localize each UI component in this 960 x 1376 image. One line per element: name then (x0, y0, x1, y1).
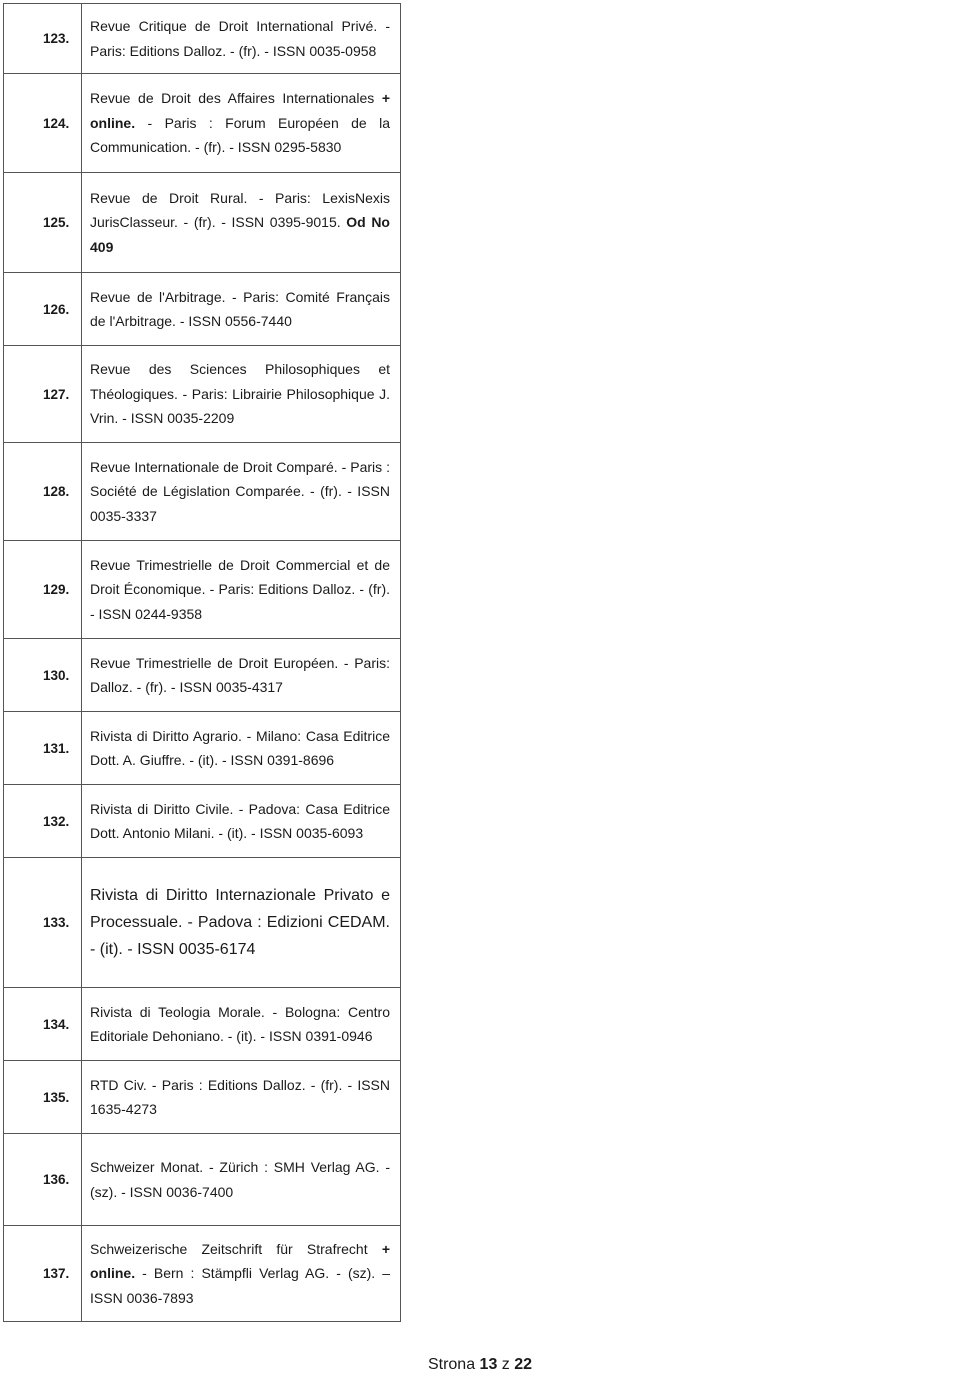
table-row (4, 346, 401, 443)
table-row (4, 443, 401, 541)
footer-prefix: Strona (427, 1356, 476, 1373)
table-row (4, 988, 401, 1061)
table-row (4, 273, 401, 346)
online-marker: + online. (90, 1240, 391, 1282)
entry-text: Revue Internationale de Droit Comparé. - Paris : Société de Législation Comparée. - (fr). - ISSN 0035-3337 (82, 443, 401, 541)
online-marker: + online. (90, 90, 390, 131)
entry-text: Revue Critique de Droit International Privé. - Paris: Editions Dalloz. - (fr). - ISSN 0035-0958 (82, 4, 401, 74)
table-row (4, 639, 401, 712)
entry-text: Schweizer Monat. - Zürich : SMH Verlag AG. - (sz). - ISSN 0036-7400 (82, 1134, 401, 1226)
table-row (4, 712, 401, 785)
entry-number: 131. (4, 712, 82, 785)
table-row (4, 173, 401, 273)
entry-text (82, 173, 401, 273)
entry-text-part: - Paris : Forum Européen de la Communication. - (fr). - ISSN 0295-5830 (90, 114, 390, 156)
entry-number: 127. (4, 346, 82, 443)
entry-number: 135. (4, 1061, 82, 1134)
entry-number: 126. (4, 273, 82, 346)
entry-text: Revue Trimestrielle de Droit Commercial et de Droit Économique. - Paris: Editions Dalloz. - (fr). - ISSN 0244-9358 (82, 541, 401, 639)
entry-text-part: Schweizerische Zeitschrift für Strafrecht (90, 1240, 368, 1257)
od-number-marker: Od No 409 (90, 214, 390, 255)
entry-text: Rivista di Diritto Agrario. - Milano: Casa Editrice Dott. A. Giuffre. - (it). - ISSN 0391-8696 (82, 712, 401, 785)
entry-text: RTD Civ. - Paris : Editions Dalloz. - (fr). - ISSN 1635-4273 (82, 1061, 401, 1134)
entry-text (82, 1226, 401, 1322)
entry-number: 124. (4, 74, 82, 173)
page-footer (0, 1356, 960, 1374)
entry-text: Revue Trimestrielle de Droit Européen. - Paris: Dalloz. - (fr). - ISSN 0035-4317 (82, 639, 401, 712)
entry-text-part: Revue de Droit Rural. - Paris: LexisNexis JurisClasseur. - (fr). - ISSN 0395-9015. (90, 189, 390, 231)
entry-number: 128. (4, 443, 82, 541)
current-page-number: 13 (479, 1356, 498, 1373)
entry-number: 130. (4, 639, 82, 712)
entry-number: 133. (4, 858, 82, 988)
entry-text: Revue des Sciences Philosophiques et Théologiques. - Paris: Librairie Philosophique J. Vrin. - ISSN 0035-2209 (82, 346, 401, 443)
table-row (4, 541, 401, 639)
table-row (4, 4, 401, 74)
entry-text (82, 74, 401, 173)
entry-number: 136. (4, 1134, 82, 1226)
entry-text: Revue de l'Arbitrage. - Paris: Comité Français de l'Arbitrage. - ISSN 0556-7440 (82, 273, 401, 346)
entry-text: Rivista di Teologia Morale. - Bologna: Centro Editoriale Dehoniano. - (it). - ISSN 0391-0946 (82, 988, 401, 1061)
entry-number: 134. (4, 988, 82, 1061)
entry-text: Rivista di Diritto Internazionale Privato e Processuale. - Padova : Edizioni CEDAM. - (it). - ISSN 0035-6174 (82, 858, 401, 988)
total-pages-number: 22 (514, 1356, 533, 1373)
table-row (4, 1061, 401, 1134)
entry-text: Rivista di Diritto Civile. - Padova: Casa Editrice Dott. Antonio Milani. - (it). - ISSN 0035-6093 (82, 785, 401, 858)
entry-text-part: - Bern : Stämpfli Verlag AG. - (sz). – ISSN 0036-7893 (90, 1265, 390, 1306)
table-row (4, 858, 401, 988)
table-row (4, 1134, 401, 1226)
entry-text-part: Revue de Droit des Affaires Internationales (90, 90, 375, 107)
table-row (4, 74, 401, 173)
table-row (4, 785, 401, 858)
entry-number: 123. (4, 4, 82, 74)
entry-number: 125. (4, 173, 82, 273)
journal-table (3, 3, 401, 1322)
entry-number: 137. (4, 1226, 82, 1322)
entry-number: 132. (4, 785, 82, 858)
entry-number: 129. (4, 541, 82, 639)
table-row (4, 1226, 401, 1322)
footer-separator: z (501, 1356, 510, 1373)
